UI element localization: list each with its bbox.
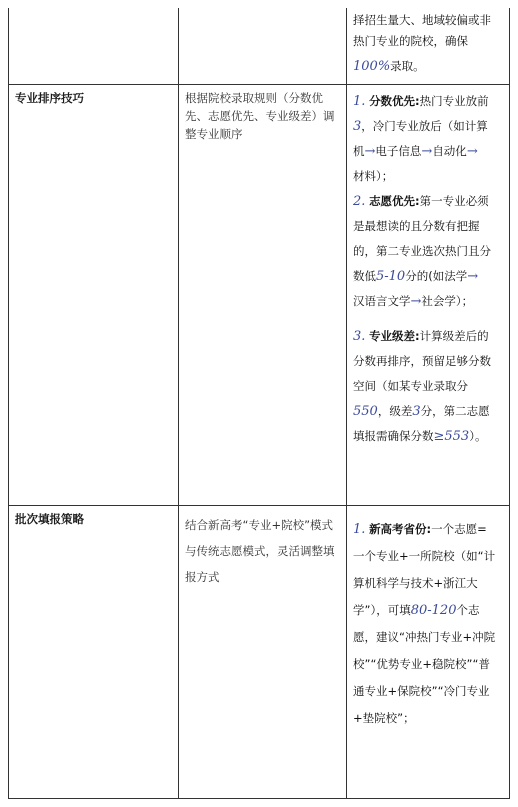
detail-text: 汉语言文学 [353,294,411,308]
detail-line: 空间（如某专业录取分 [353,379,468,393]
row-description: 结合新高考“专业+院校”模式与传统志愿模式，灵活调整填报方式 [185,518,335,584]
handwritten-number: 2. [353,194,366,209]
detail-label: 专业级差: [369,329,420,343]
table-cell-desc [178,506,346,798]
detail-text: 录取。 [390,59,425,73]
detail-line [353,139,503,164]
detail-text: 计算级差后的 [419,329,489,343]
detail-line [353,424,503,449]
detail-text: 学”），可填 [353,603,411,617]
detail-line [353,289,503,314]
row-description: 根据院校录取规则（分数优先、志愿优先、专业级差）调整专业顺序 [185,91,335,141]
detail-text: ）。 [469,429,487,443]
handwritten-number: 5-10 [376,269,406,284]
detail-line: 校”“优势专业+稳院校”“普 [353,657,490,671]
detail-text: 热门专业放前 [419,94,489,108]
detail-line [353,189,503,214]
detail-label: 新高考省份: [369,522,432,536]
arrow-icon: → [364,144,376,159]
table-cell-detail [346,506,509,798]
detail-line [353,399,503,424]
arrow-icon: → [410,294,422,309]
detail-text: 一个志愿= [431,522,487,536]
detail-line: 是最想读的且分数有把握 [353,219,480,233]
detail-label: 分数优先: [369,94,420,108]
handwritten-number: 3 [412,404,421,419]
detail-text: 分的(如法学 [405,269,468,283]
table-cell-desc [178,85,346,505]
detail-text: 社会学）； [421,294,474,308]
strategy-table [8,8,510,799]
detail-text: 第一专业必须 [419,194,489,208]
detail-text: 数低 [353,269,376,283]
detail-line: 材料）； [353,169,394,183]
handwritten-number: ≥553 [433,429,470,444]
handwritten-number: 100% [353,59,391,74]
detail-text: ，冷门专业放后（如计算 [361,119,488,133]
handwritten-number: 1. [353,522,366,537]
detail-text: 电子信息 [375,144,422,158]
detail-line: 热门专业的院校，确保 [353,34,468,48]
table-row [9,8,509,85]
detail-line [353,324,503,349]
detail-line: 通专业+保院校”“冷门专业 [353,684,490,698]
detail-line [353,264,503,289]
table-cell-title [9,85,178,505]
handwritten-number: 3 [353,119,362,134]
table-row [9,506,509,799]
table-cell-title [9,506,178,798]
detail-line: 的，第二专业选次热门且分 [353,244,491,258]
handwritten-number: 550 [353,404,378,419]
handwritten-number: 3. [353,329,366,344]
detail-text: 自动化 [432,144,467,158]
row-title: 专业排序技巧 [15,91,84,105]
arrow-icon: → [466,144,478,159]
detail-line [353,89,503,114]
detail-text: 个志 [456,603,480,617]
detail-line: 择招生量大、地域较偏或非 [353,13,491,27]
detail-label: 志愿优先: [369,194,420,208]
detail-text: 机 [353,144,365,158]
table-cell-detail [346,8,509,84]
detail-line: 一个专业+一所院校（如“计 [353,549,496,563]
arrow-icon: → [467,269,479,284]
detail-text: 填报需确保分数 [353,429,434,443]
table-cell-desc [178,8,346,84]
row-title: 批次填报策略 [15,512,84,526]
spacer [353,314,503,324]
detail-line [353,516,503,543]
detail-text: 分，第二志愿 [420,404,490,418]
detail-line [353,52,503,81]
table-cell-detail [346,85,509,505]
handwritten-number: 80-120 [410,603,457,618]
table-cell-title [9,8,178,84]
detail-line: 算机科学与技术+浙江大 [353,576,478,590]
arrow-icon: → [421,144,433,159]
detail-line: 分数再排序，预留足够分数 [353,354,491,368]
detail-line [353,114,503,139]
detail-line: 愿，建议“冲热门专业+冲院 [353,630,496,644]
table-row [9,85,509,506]
detail-line [353,597,503,624]
detail-line: +垫院校”； [353,711,415,725]
detail-text: ，级差 [377,404,413,418]
handwritten-number: 1. [353,94,366,109]
